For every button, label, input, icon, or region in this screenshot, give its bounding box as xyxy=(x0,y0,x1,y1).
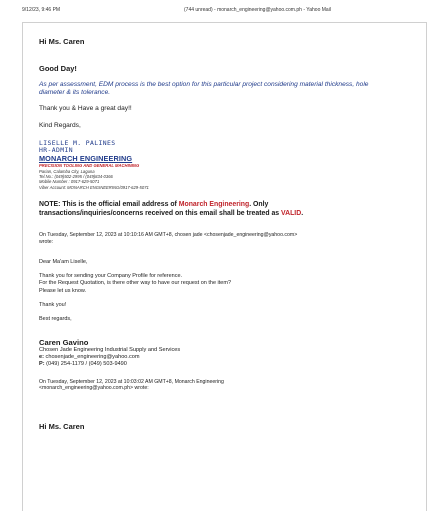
reply1-header-line1: On Tuesday, September 12, 2023 at 10:10:16 AM GMT+8, chosen jade <chosenjade_engineering@yahoo.com> xyxy=(39,232,298,239)
official-email-note xyxy=(39,200,374,218)
print-header xyxy=(22,7,426,17)
caren-email xyxy=(39,354,419,361)
reply2-header xyxy=(39,379,419,393)
signature-tel: Tel.No.: (049)502-2995 / (049)834-0366 xyxy=(39,174,113,180)
phone-label: P: xyxy=(39,360,45,367)
print-page-title: (744 unread) - monarch_engineering@yahoo.com.ph - Yahoo Mail xyxy=(184,7,331,13)
caren-signature xyxy=(39,338,419,368)
print-datetime: 9/12/23, 9:46 PM xyxy=(22,7,61,13)
note-valid: VALID xyxy=(281,210,302,218)
signature-viber: Viber Account: MONARCH ENGINEERING/0917-629-5071 xyxy=(39,184,149,190)
reply2-header-line1: On Tuesday, September 12, 2023 at 10:03:02 AM GMT+8, Monarch Engineering xyxy=(39,378,224,385)
reply1-line2: For the Request Quotation, is there other way to have our request on the item? xyxy=(39,280,231,287)
note-prefix: NOTE: This is the official email address of xyxy=(39,201,179,209)
email-body xyxy=(39,37,419,432)
email-label: e: xyxy=(39,353,44,360)
reply1-header-line2: wrote: xyxy=(39,239,54,246)
caren-phone xyxy=(39,361,419,368)
caren-company: Chosen Jade Engineering Industrial Supply and Services xyxy=(39,346,181,353)
caren-phone-number: (049) 254-1179 / (049) 503-9490 xyxy=(44,360,127,367)
caren-email-address: chosenjade_engineering@yahoo.com xyxy=(43,353,140,360)
signature-address: Parian, Calamba City, Laguna xyxy=(39,168,95,174)
header-divider xyxy=(22,22,427,23)
signature-tagline: PRECISION TOOLING AND GENERAL MACHINING xyxy=(39,163,140,169)
content-frame-left xyxy=(22,22,23,511)
signature-name: LISELLE M. PALINES xyxy=(39,138,116,147)
good-day: Good Day! xyxy=(39,64,77,73)
reply1-line1: Thank you for sending your Company Profile for reference. xyxy=(39,273,183,280)
note-suffix: . xyxy=(301,210,304,218)
thanks-text: Thank you & Have a great day!! xyxy=(39,105,132,113)
content-frame-right xyxy=(426,22,427,511)
reply2-header-line2: <monarch_engineering@yahoo.com.ph> wrote: xyxy=(39,385,149,392)
regards-text: Kind Regards, xyxy=(39,121,81,129)
signature-company: MONARCH ENGINEERING xyxy=(39,153,133,163)
note-company: Monarch Engineering xyxy=(178,201,250,209)
monarch-signature xyxy=(39,140,419,190)
reply1-header xyxy=(39,232,419,246)
reply2-greeting: Hi Ms. Caren xyxy=(39,422,85,432)
greeting: Hi Ms. Caren xyxy=(39,37,85,46)
signature-mobile: Mobile Number : 0917-629-5071 xyxy=(39,179,100,185)
reply1-best-regards: Best regards, xyxy=(39,316,72,323)
note-middle: . Only transactions/inquiries/concerns received on this email shall be treated as xyxy=(39,201,282,218)
reply1-salutation: Dear Ma'am Liselle, xyxy=(39,258,88,265)
caren-name: Caren Gavino xyxy=(39,337,89,347)
reply1-thank-you: Thank you! xyxy=(39,302,67,309)
assessment-text: As per assessment, EDM process is the best option for this particular project considering material thickness, hole diameter & its tolerance. xyxy=(39,81,369,97)
signature-role: HR-ADMIN xyxy=(39,146,73,155)
reply1-line3: Please let us know. xyxy=(39,287,87,294)
